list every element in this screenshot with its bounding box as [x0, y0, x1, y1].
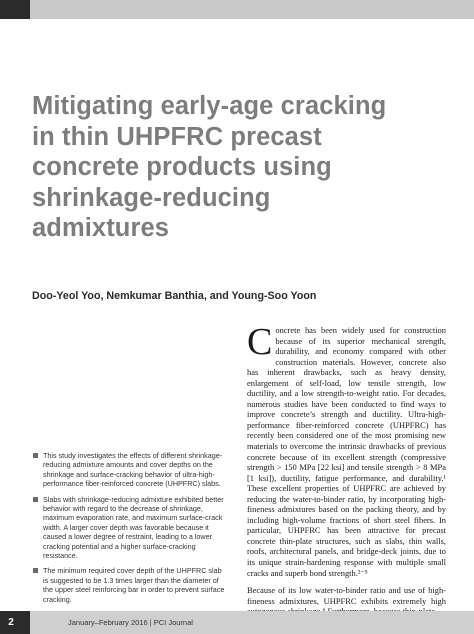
paragraph-text: oncrete has been widely used for construction because of its superior mechanical strength, durability, and economy compared with other construction materials. However, concrete also has inherent drawbacks, such as heavy density, enlargement of self-load, low tensile strength, low ductility, and a low strength-to-weight ratio. For decades, numerous studies have been conducted to find ways to improve concrete’s strength and ductility. Ultra-high-performance fiber-reinforced concrete (UHPFRC) has recently been considered one of the most promising new materials to overcome the intrinsic drawbacks of previous concrete because of its excellent strength (compressive strength > 150 MPa [22 ksi] and tensile strength > 8 MPa [1 ksi]), ductility, fatigue performance, and durability.¹ These excellent properties of UHPFRC are achieved by reducing the water-to-binder ratio, by incorporating high-fineness admixtures based on the packing theory, and by including high-volume fractions of short steel fibers. In particular, UHPFRC has been attractive for precast concrete thin-plate structures, such as slabs, thin walls, roofs, architectural panels, and bridge-deck joints, due to its unique strain-hardening response with multiple small cracks and superb bond strength.²⁻⁵ [247, 325, 446, 578]
header-bar-light [30, 0, 474, 19]
page-number: 2 [8, 617, 14, 628]
summary-bullet [33, 566, 228, 604]
body-paragraph: Because of its low water-to-binder ratio and use of high-fineness admixtures, UHPFRC exhibits extremely high [247, 585, 446, 606]
body-text-column [247, 321, 446, 617]
bullet-square-icon [33, 453, 38, 458]
title-line: concrete products using [32, 153, 332, 181]
title-line: admixtures [32, 214, 170, 242]
title-line: shrinkage-reducing [32, 183, 271, 212]
author-list: Doo-Yeol Yoo, Nemkumar Banthia, and Young-Soo Yoon [32, 290, 317, 302]
title-line: in thin UHPFRC precast [32, 122, 322, 151]
header-bar-dark [0, 0, 30, 19]
summary-bullet [33, 495, 228, 561]
drop-cap: C [247, 321, 273, 363]
bullet-text: Slabs with shrinkage-reducing admixture exhibited better behavior with regard to the decrease of shrinkage, maximum evaporation rate, and maximum surface-crack width. A larger cover depth was favorable because it caused a lower degree of restraint, leading to a lower cracking potential and a higher surface-cracking resistance. [43, 494, 224, 561]
bullet-square-icon [33, 568, 38, 573]
bullet-square-icon [33, 497, 38, 502]
title-line: Mitigating early-age cracking [32, 92, 387, 120]
summary-bullet [33, 451, 228, 489]
summary-bullets [33, 451, 228, 610]
body-paragraph [247, 321, 446, 578]
bullet-text: The minimum required cover depth of the UHPFRC slab is suggested to be 1.3 times larger than the diameter of the upper steel reinforcing bar in order to prevent surface cracking. [43, 566, 225, 604]
article-title [32, 91, 457, 244]
bullet-text: This study investigates the effects of different shrinkage-reducing admixture amounts and cover depths on the shrinkage and surface-cracking behavior of ultra-high-performance fiber-reinforced concrete (UHPFRC) slabs. [43, 451, 223, 489]
journal-footer: January–February 2016 | PCI Journal [68, 618, 193, 627]
